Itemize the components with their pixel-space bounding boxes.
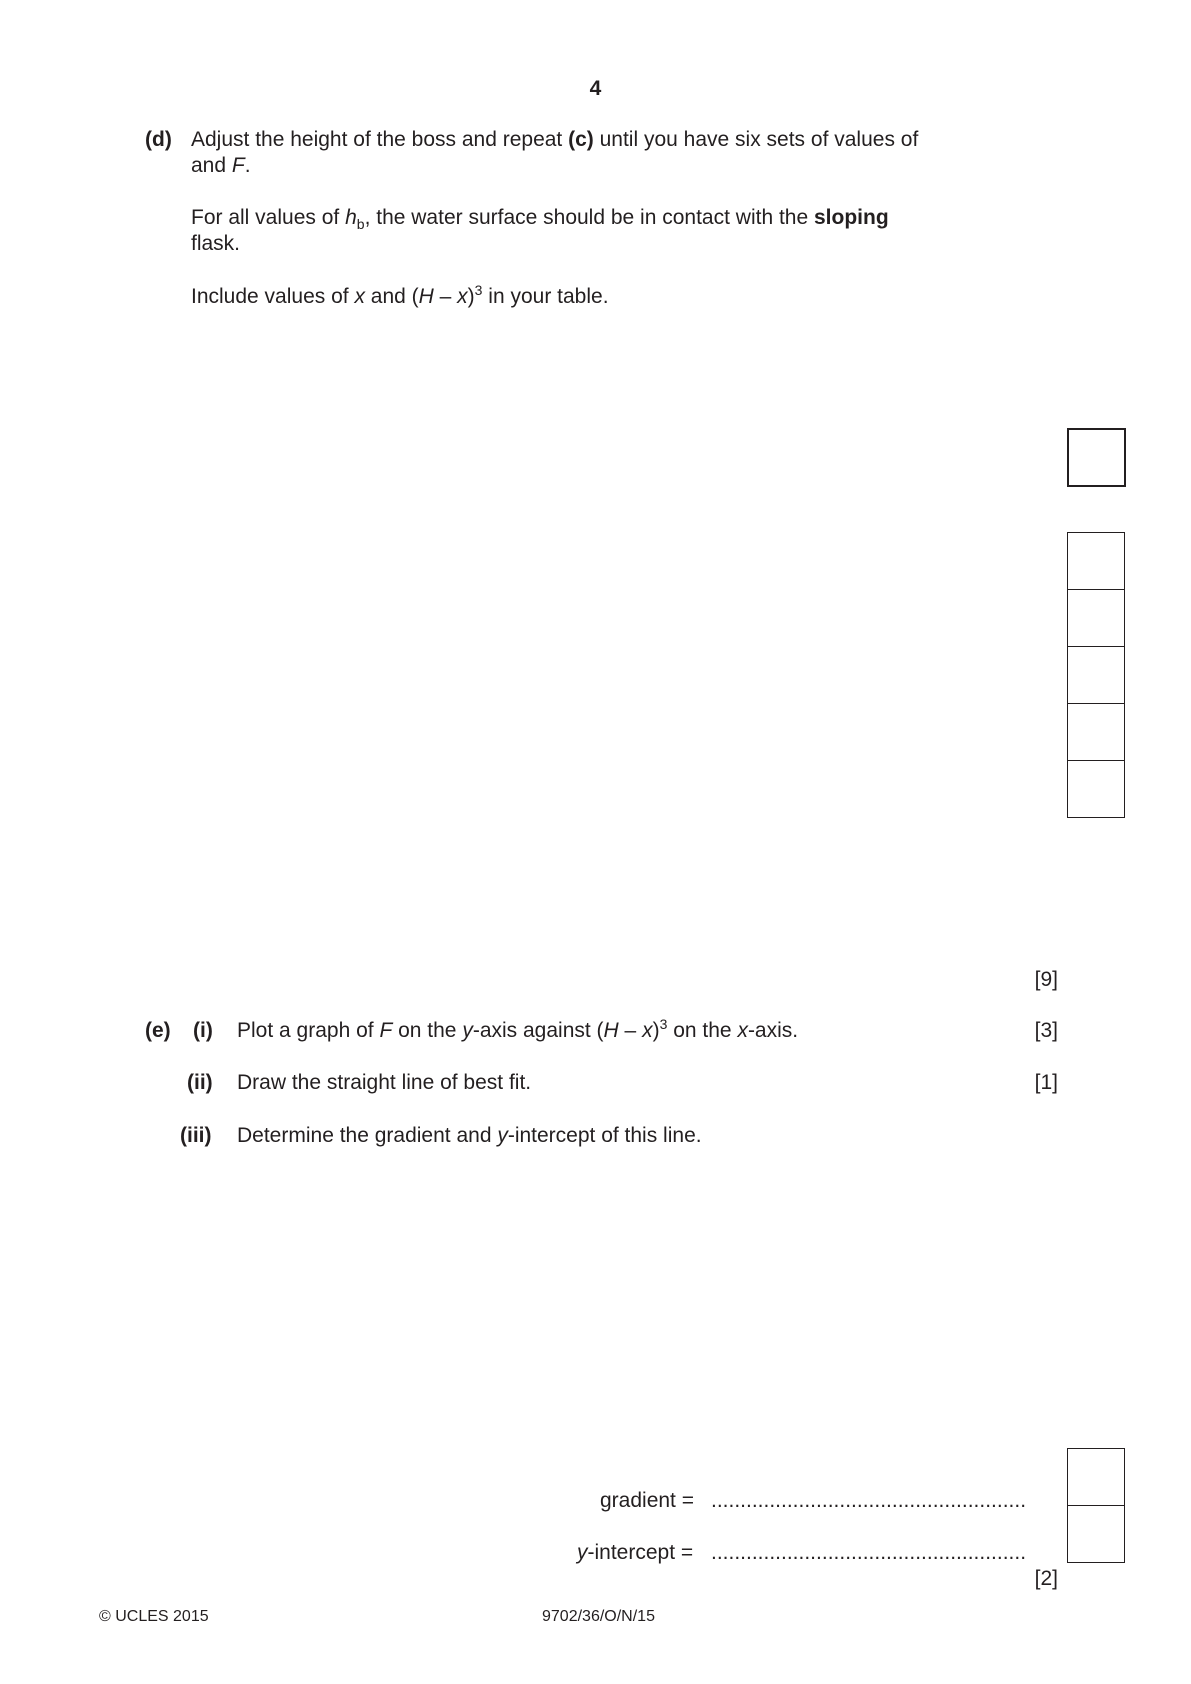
- examiner-box-3: [1067, 646, 1125, 704]
- part-e-ii-mark: [1]: [1034, 1071, 1058, 1094]
- part-e-label: (e): [145, 1019, 171, 1042]
- gradient-answer-line[interactable]: ......................................................: [711, 1489, 1027, 1512]
- part-d-mark: [9]: [1034, 968, 1058, 991]
- page-number: 4: [589, 77, 602, 100]
- gradient-label: gradient =: [600, 1489, 694, 1512]
- y-intercept-label: y-intercept =: [577, 1541, 694, 1564]
- examiner-box-2: [1067, 589, 1125, 647]
- examiner-box-5: [1067, 760, 1125, 818]
- part-e-ii-text: Draw the straight line of best fit.: [237, 1071, 532, 1094]
- part-d-label: (d): [145, 128, 172, 151]
- examiner-box-top: [1067, 428, 1126, 487]
- part-e-i-mark: [3]: [1034, 1019, 1058, 1042]
- part-e-iii-text: Determine the gradient and y-intercept of this line.: [237, 1124, 702, 1147]
- examiner-box-4: [1067, 703, 1125, 761]
- part-e-iii-mark: [2]: [1034, 1567, 1058, 1590]
- part-d-paragraph-1: Adjust the height of the boss and repeat (c) until you have six sets of values of and F.: [191, 128, 919, 177]
- part-d-paragraph-3: Include values of x and (H – x)$^3$ in your table.: [191, 282, 609, 308]
- part-e-ii-label: (ii): [187, 1071, 213, 1094]
- part-e-iii-label: (iii): [180, 1124, 212, 1147]
- footer-copyright: © UCLES 2015: [99, 1608, 209, 1625]
- examiner-box-1: [1067, 532, 1125, 590]
- part-d-paragraph-2: For all values of $h_b$, the water surface should be in contact with the sloping flask.: [191, 206, 889, 255]
- examiner-box-6: [1067, 1448, 1125, 1506]
- y-intercept-answer-line[interactable]: ......................................................: [711, 1541, 1027, 1564]
- footer-paper-code: 9702/36/O/N/15: [542, 1608, 655, 1625]
- part-e-i-label: (i): [193, 1019, 213, 1042]
- examiner-box-7: [1067, 1505, 1125, 1563]
- part-e-i-text: Plot a graph of F on the y-axis against (H – x)$^3$ on the x-axis.: [237, 1016, 799, 1042]
